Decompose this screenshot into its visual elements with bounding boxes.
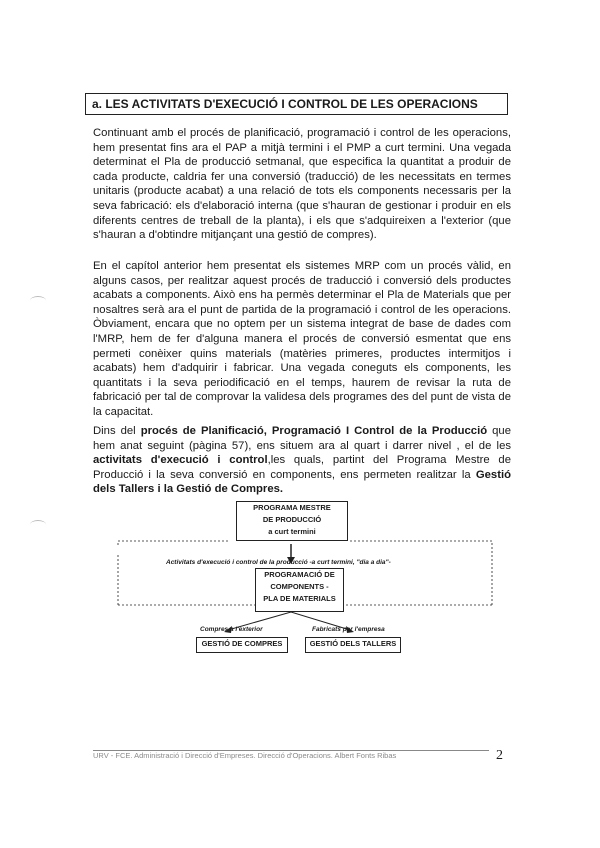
box-gestio-compres: GESTIÓ DE COMPRES: [196, 637, 288, 653]
paragraph-3: [93, 424, 511, 497]
paragraph-2: En el capítol anterior hem presentat els sistemes MRP com un procés vàlid, en alguns casos, per realitzar aquest procés de traducció i conversió dels productes acabats a components. Això ens ha permès determinar el Pla de Materials que per nosaltres serà ara el punt de partida de la programació i control de les operacions. Òbviament, encara que no optem per un sistema integrat de base de dades com l'MRP, hem de fer d'alguna manera el procés de conversió esmentat que ens permeti conèixer quins materials (matèries primeres, productes intermitjos i acabats) hem d'adquirir i fabricar. Una vegada coneguts els components, les quantitats i la seva periodificació en el temps, haurem de revisar la ruta de fabricació per tal de comprovar la validesa dels programes des del punt de vista de la capacitat.: [93, 260, 511, 418]
pmp-line-2: DE PRODUCCIÓ: [262, 515, 322, 524]
label-fabricats-empresa: Fabricats per l'empresa: [312, 626, 385, 633]
p3-text-a: Dins del: [93, 425, 141, 437]
p3-bold-management: Gestió dels Tallers i la Gestió de Compres.: [93, 468, 511, 496]
page-number: 2: [496, 748, 503, 763]
p3-text-c: que hem anat seguint (pàgina 57), ens situem ara al quart i darrer nivel , el de les: [93, 425, 511, 452]
p3-text-e: ,les quals, partint del Programa Mestre de Producció i la seva conversió en components, ens permeten realitzar la: [93, 454, 511, 481]
components-line-1: PROGRAMACIÓ DE: [264, 570, 335, 579]
scan-mark: [30, 296, 46, 305]
label-compres-exterior: Compres a l'exterior: [200, 626, 263, 633]
dashed-frame-left-top: [118, 541, 228, 545]
scan-mark: [30, 520, 46, 529]
components-line-3: PLA DE MATERIALS: [263, 594, 336, 603]
pmp-line-1: PROGRAMA MESTRE: [253, 503, 331, 512]
components-line-2: COMPONENTS -: [270, 582, 329, 591]
section-heading: a. LES ACTIVITATS D'EXECUCIÓ I CONTROL DE LES OPERACIONS: [85, 93, 508, 115]
activity-label: Activitats d'execució i control de la producció -a curt termini, "dia a dia"-: [166, 559, 391, 566]
paragraph-1: Continuant amb el procés de planificació, programació i control de les operacions, hem presentat fins ara el PAP a mitjà termini i el PMP a curt termini. Una vegada determinat el Pla de producció setmanal, que especifica la quantitat a produir de cada producte, caldria fer una conversió (traducció) de les necessitats en termes unitaris (producte acabat) a una relació de tots els components necessaris per la seva fabricació: els d'elaboració interna (que s'hauran de gestionar i produir en els diferents centres de treball de la planta), i els que s'adquireixen a l'exterior (que s'hauran a d'obtindre mitjançant una gestió de compres).: [93, 127, 511, 242]
box-gestio-tallers: GESTIÓ DELS TALLERS: [305, 637, 401, 653]
footer-text: URV - FCE. Administració i Direcció d'Empreses. Direcció d'Operacions. Albert Fonts Ribas: [93, 751, 397, 760]
box-programa-mestre: [236, 501, 348, 541]
p3-bold-process: procés de Planificació, Programació I Control de la Producció: [140, 425, 488, 437]
pmp-line-3: a curt termini: [268, 527, 316, 536]
p3-bold-activities: activitats d'execució i control: [93, 454, 268, 467]
dashed-frame-right: [350, 541, 492, 605]
process-diagram: [110, 500, 510, 665]
box-programacio-components: [255, 568, 344, 612]
